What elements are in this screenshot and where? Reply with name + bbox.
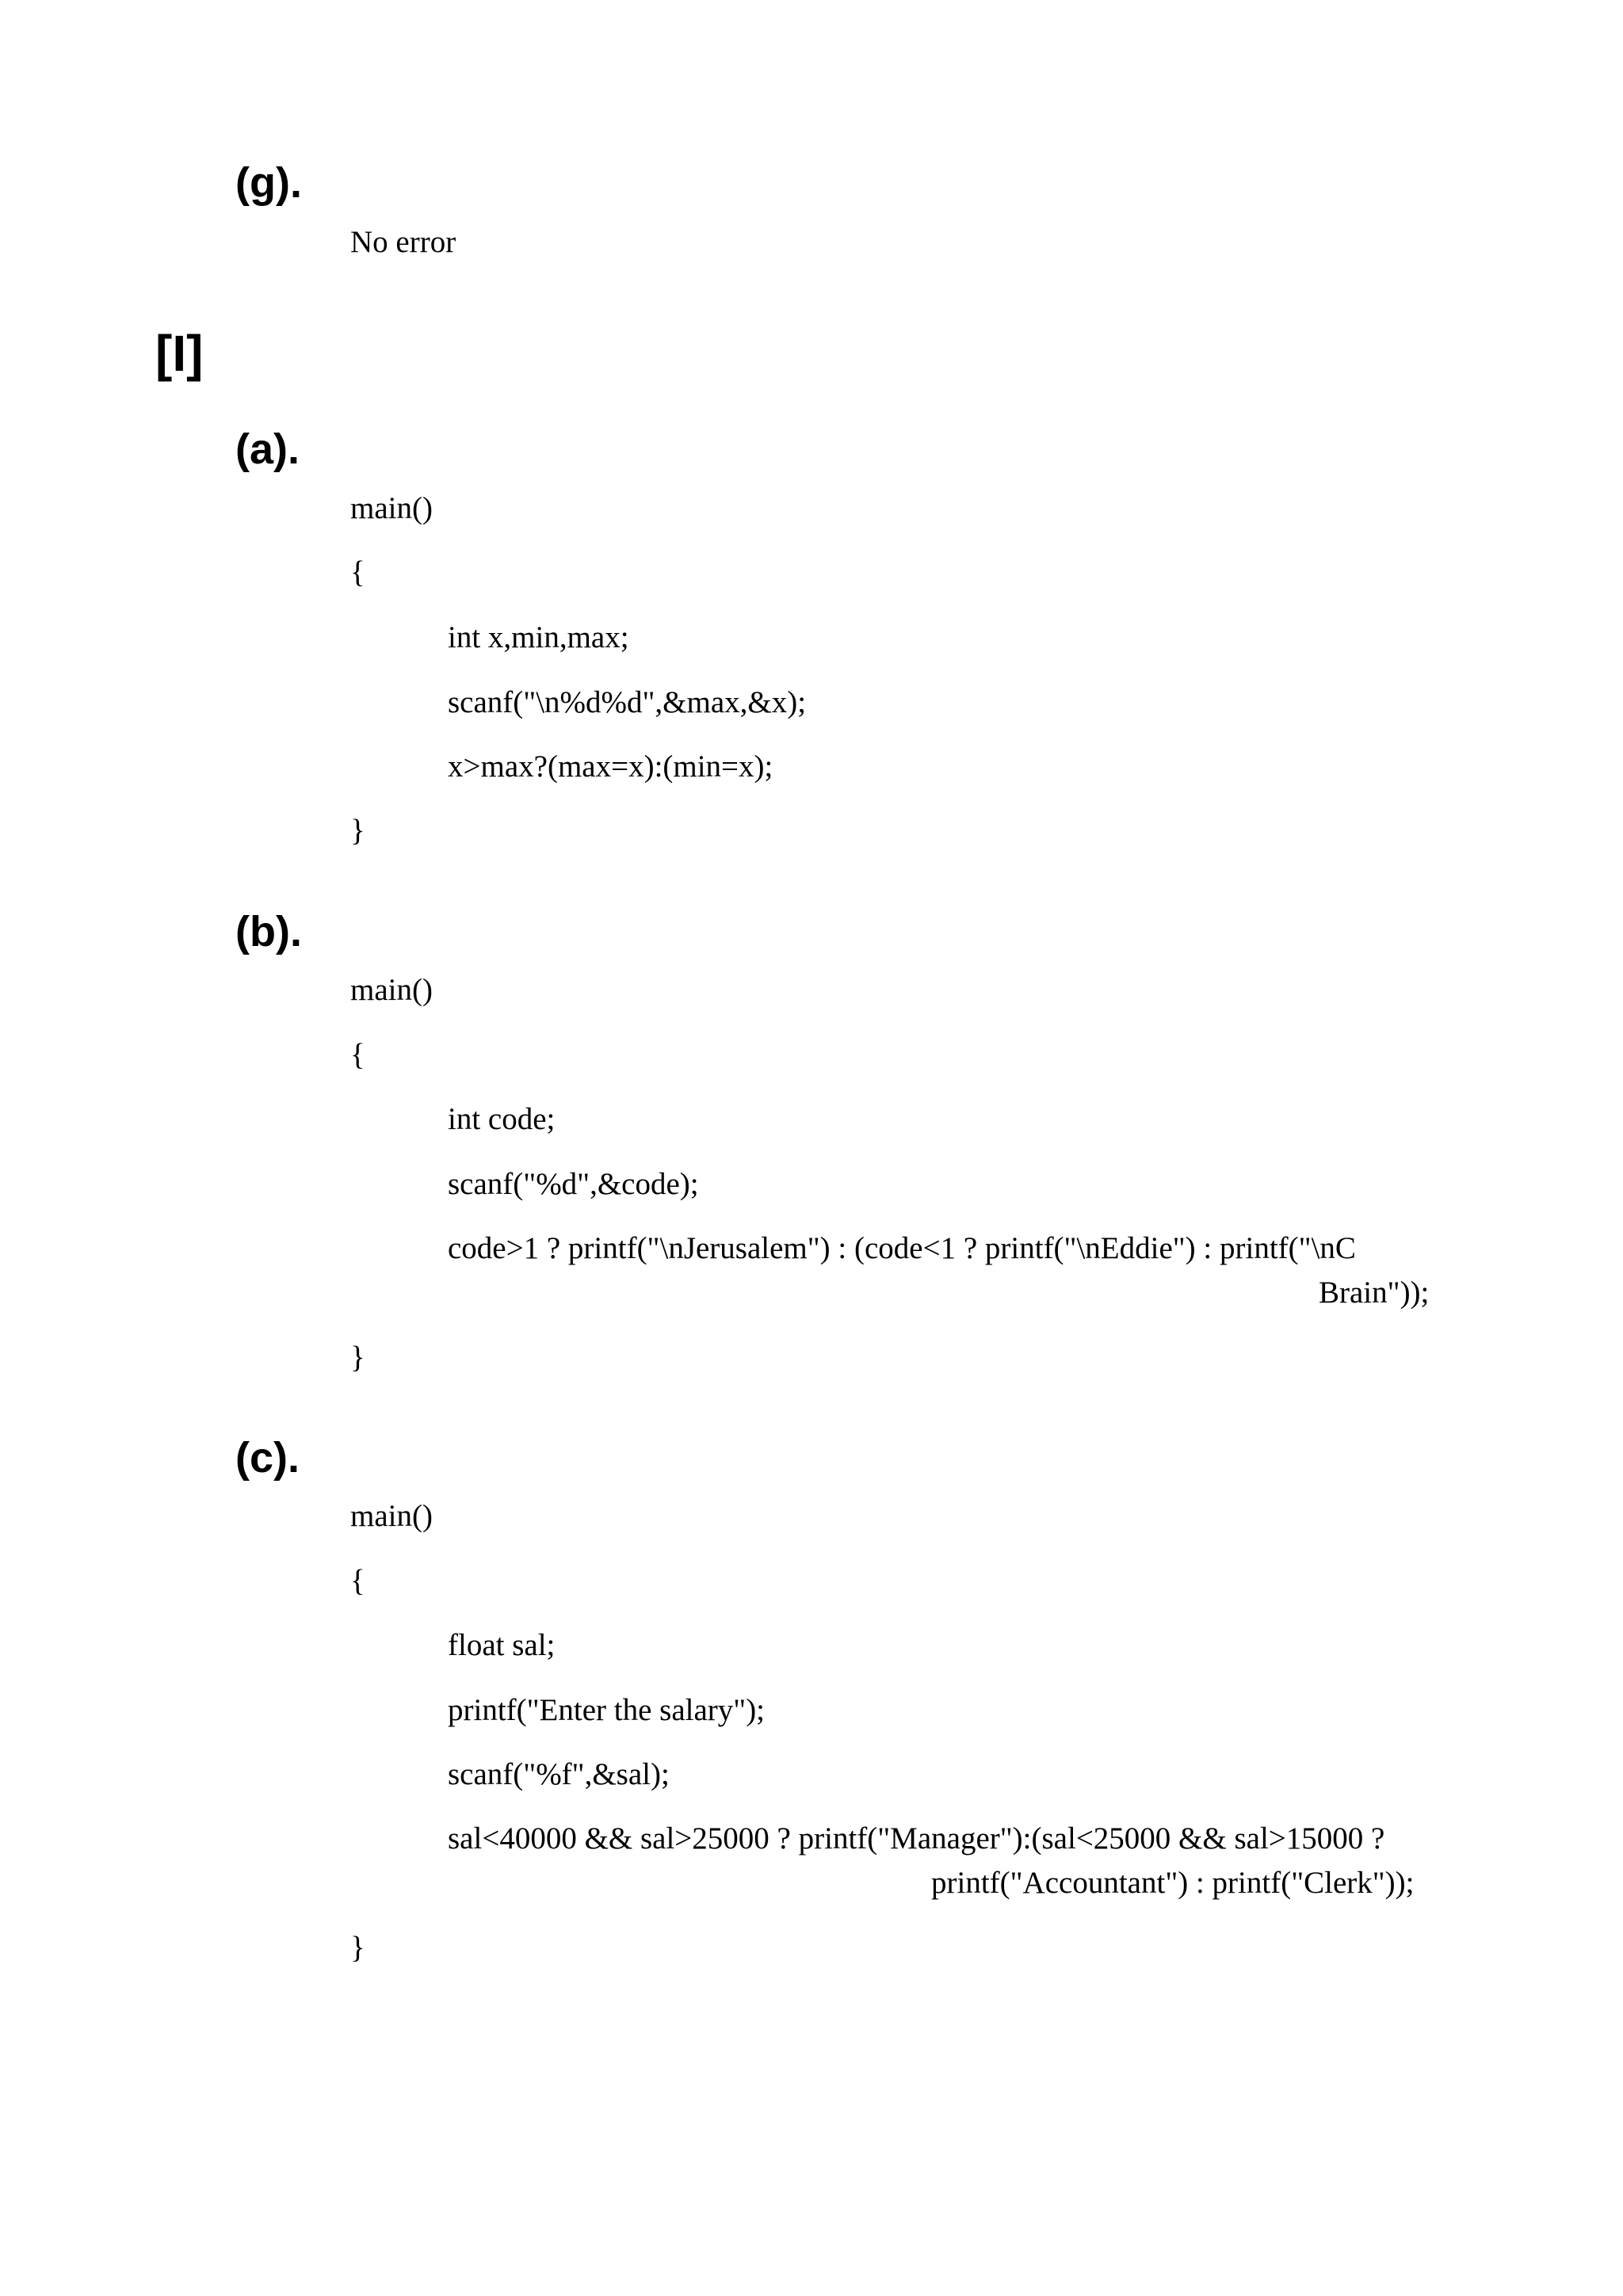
code-line: code>1 ? printf("\nJerusalem") : (code<1 ? printf("\nEddie") : printf("\nC (448, 1231, 1356, 1265)
code-line: float sal; (448, 1628, 556, 1662)
code-line: printf("Enter the salary"); (448, 1693, 766, 1727)
subsection-heading-c: (c). (235, 1434, 300, 1482)
code-line: scanf("\n%d%d",&max,&x); (448, 685, 807, 719)
code-line: { (350, 1038, 365, 1072)
code-line: } (350, 1341, 365, 1375)
code-line: main() (350, 973, 433, 1007)
answer-text: No error (350, 225, 456, 259)
code-line: x>max?(max=x):(min=x); (448, 749, 773, 784)
code-line: } (350, 1931, 365, 1965)
code-line-continuation: printf("Accountant") : printf("Clerk")); (931, 1866, 1415, 1900)
section-heading-i: [I] (155, 325, 204, 382)
code-line: main() (350, 491, 433, 525)
code-line: { (350, 1564, 365, 1598)
subsection-heading-g: (g). (235, 159, 302, 207)
code-line: sal<40000 && sal>25000 ? printf("Manager"):(sal<25000 && sal>15000 ? (448, 1821, 1385, 1855)
code-line: main() (350, 1499, 433, 1533)
code-line-continuation: Brain")); (1319, 1276, 1430, 1310)
code-line: { (350, 555, 365, 589)
code-line: int code; (448, 1102, 556, 1136)
subsection-heading-a: (a). (235, 425, 300, 473)
code-line: int x,min,max; (448, 620, 629, 654)
code-line: } (350, 814, 365, 848)
code-line: scanf("%f",&sal); (448, 1757, 670, 1791)
code-line: scanf("%d",&code); (448, 1167, 699, 1201)
subsection-heading-b: (b). (235, 908, 302, 955)
